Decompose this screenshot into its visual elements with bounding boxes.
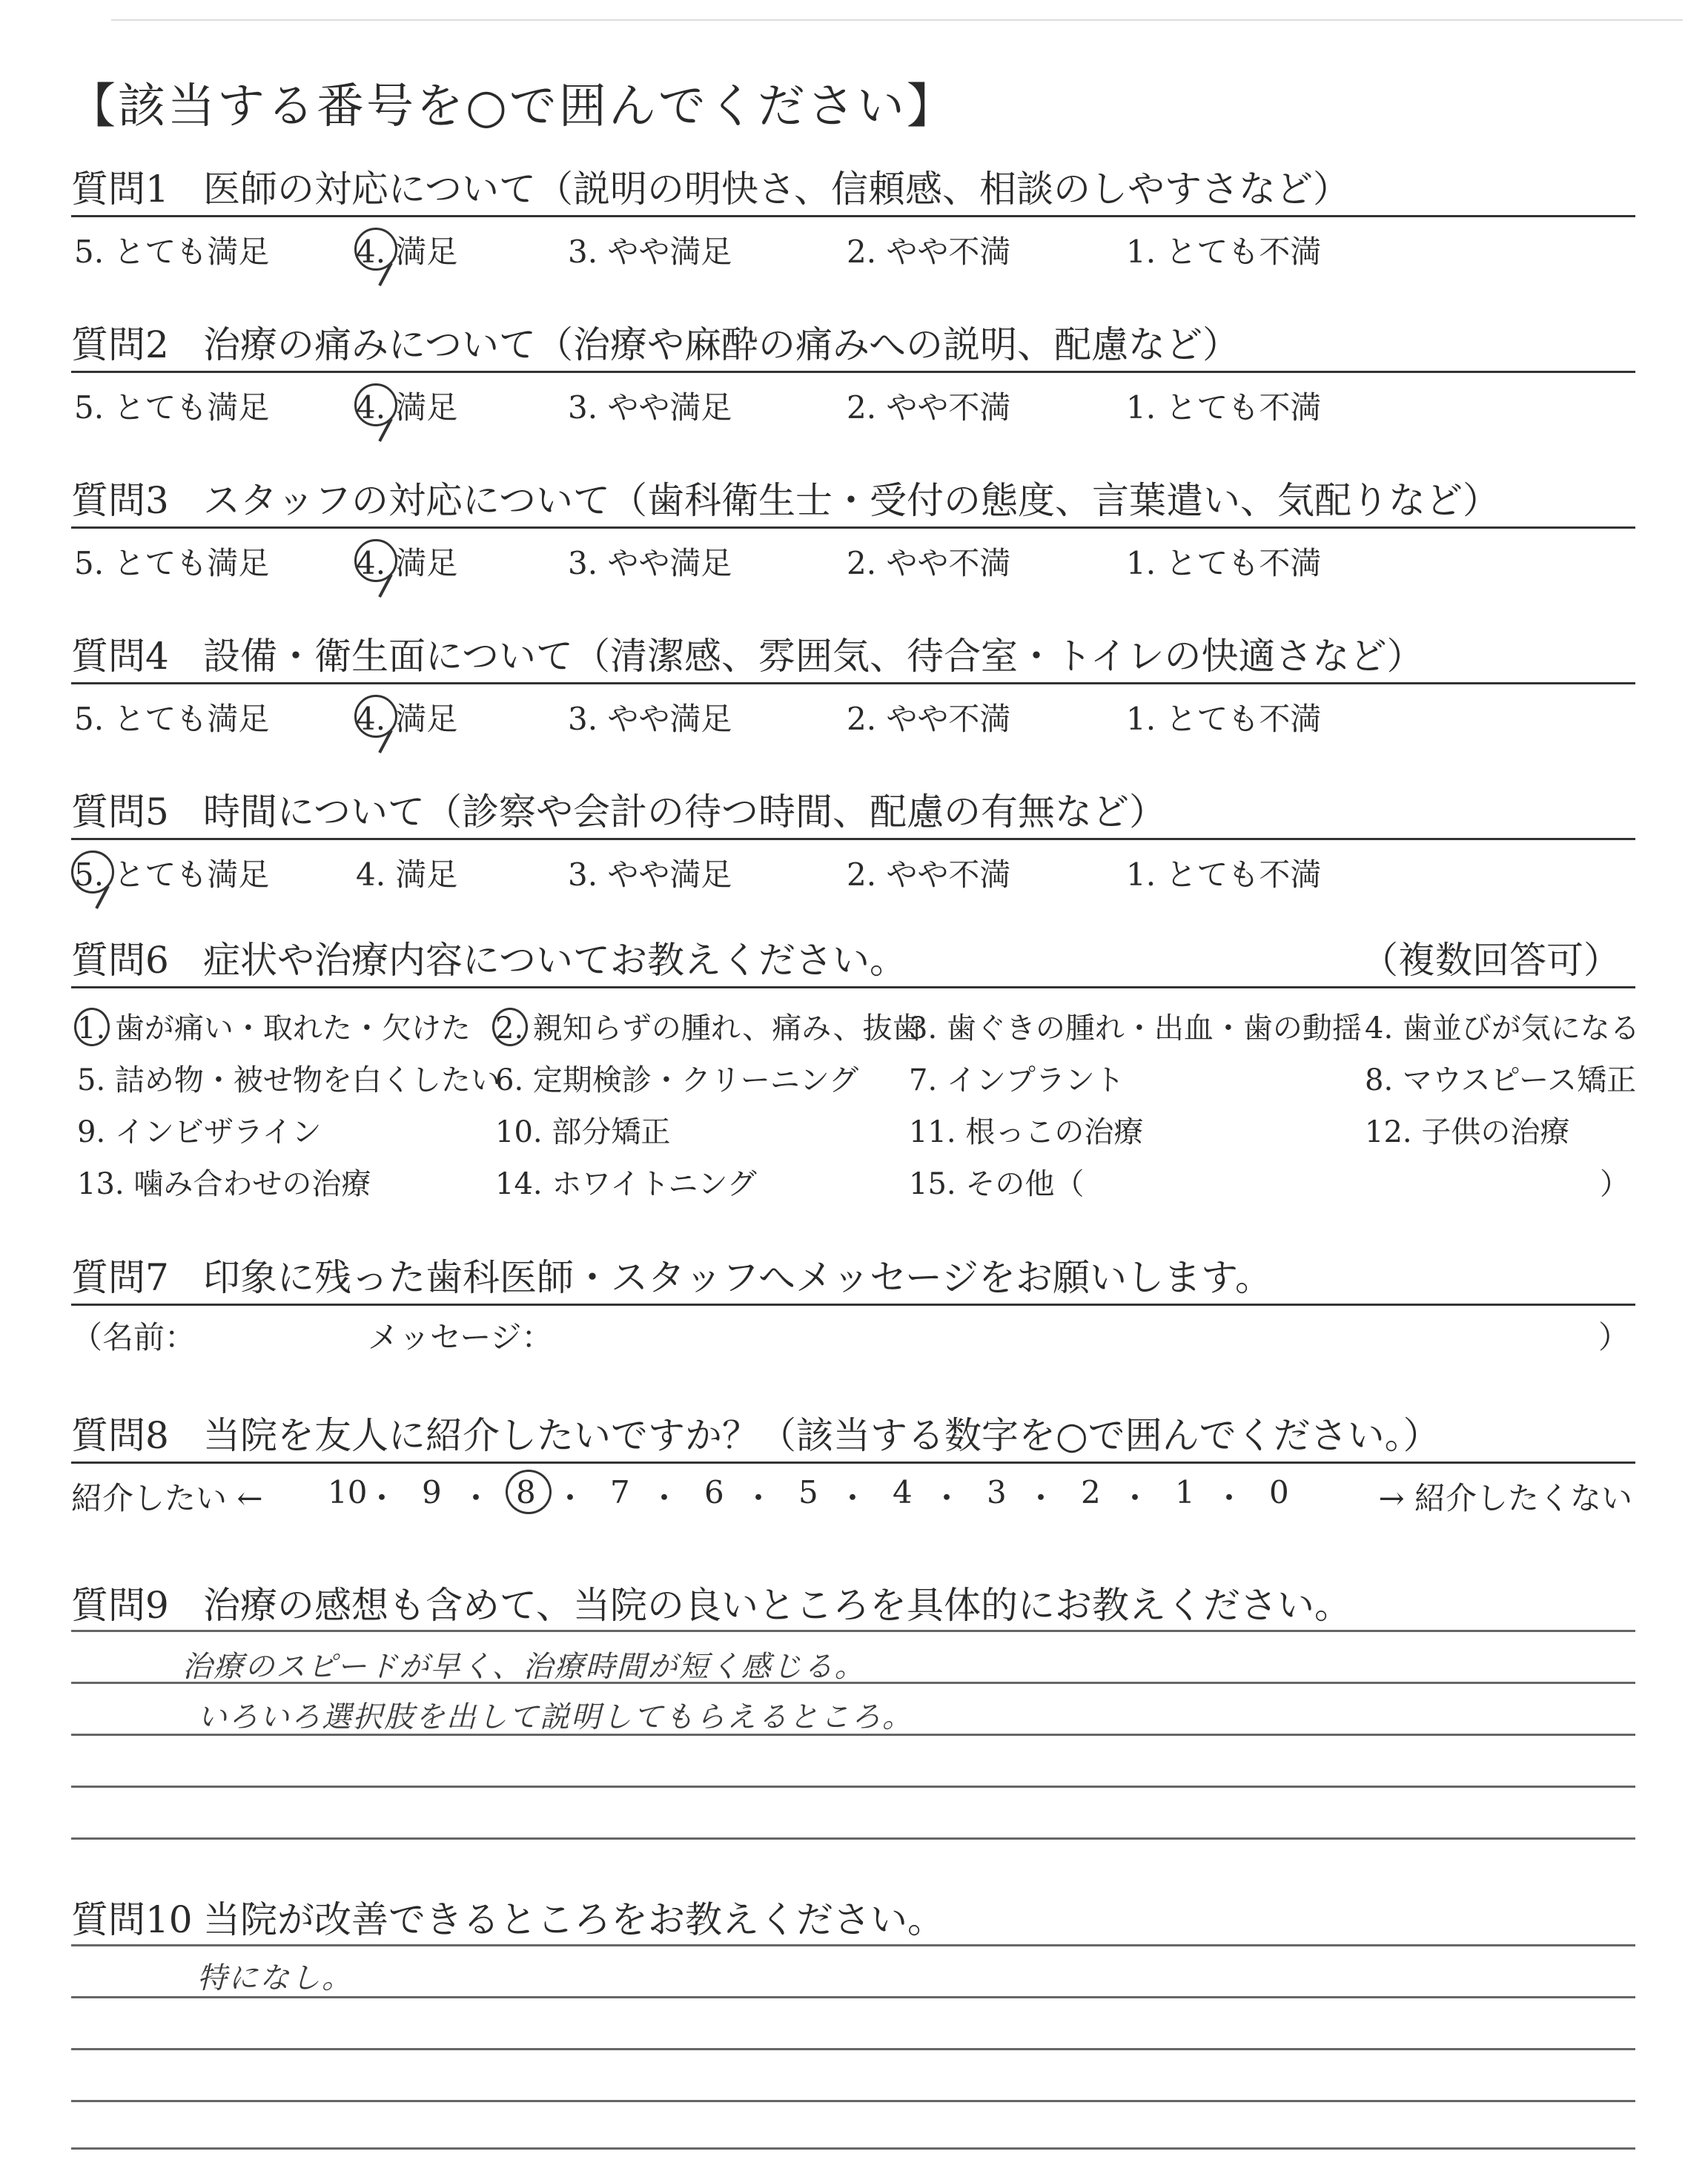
rating-option-4[interactable]: 4. 満足: [356, 545, 458, 581]
scale-separator: ・: [931, 1480, 963, 1516]
handwritten-answer: 特になし。: [197, 1961, 353, 1995]
scale-separator: ・: [1025, 1480, 1057, 1516]
question-8: [71, 1411, 1635, 1516]
scale-separator: ・: [1214, 1480, 1245, 1516]
question-9: [71, 1581, 1635, 1863]
scale-number[interactable]: 10: [328, 1474, 368, 1510]
symptom-item[interactable]: 1. 歯が痛い・取れた・欠けた: [77, 1011, 471, 1046]
question-number: 質問6: [71, 939, 169, 982]
question-4: [71, 632, 1635, 744]
scale-number[interactable]: 9: [422, 1474, 442, 1510]
rating-option-4[interactable]: 4. 満足: [356, 856, 458, 893]
rating-options: [71, 373, 1635, 432]
handwritten-answer: 治療のスピードが早く、治療時間が短く感じる。: [182, 1650, 866, 1684]
question-6: [71, 936, 1640, 1203]
scale-number[interactable]: 8: [516, 1474, 536, 1510]
symptom-item[interactable]: 15. その他（: [909, 1167, 1085, 1201]
scale-separator: ・: [366, 1480, 398, 1516]
question-title: 治療の痛みについて（治療や麻酔の痛みへの説明、配慮など）: [203, 323, 1239, 366]
symptom-item[interactable]: 4. 歯並びが気になる: [1365, 1011, 1640, 1046]
rating-option-2[interactable]: 2. やや不満: [847, 389, 1011, 426]
name-label: （名前：: [71, 1319, 196, 1355]
rating-option-4[interactable]: 4. 満足: [356, 234, 458, 270]
question-5: [71, 787, 1635, 899]
question-title: 当院が改善できるところをお教えください。: [203, 1898, 944, 1941]
message-line[interactable]: [71, 1306, 1635, 1355]
rating-options: [71, 840, 1635, 899]
question-2: [71, 320, 1635, 432]
writing-line: [71, 1944, 1635, 1946]
rating-option-4[interactable]: 4. 満足: [356, 701, 458, 737]
question-number: 質問8: [71, 1414, 169, 1457]
rating-option-2[interactable]: 2. やや不満: [847, 701, 1011, 737]
rating-option-5[interactable]: 5. とても満足: [74, 389, 270, 426]
scale-separator: ・: [460, 1480, 492, 1516]
rating-option-3[interactable]: 3. やや満足: [568, 234, 732, 270]
rating-option-4[interactable]: 4. 満足: [356, 389, 458, 426]
scale-number[interactable]: 6: [704, 1474, 724, 1510]
rating-option-1[interactable]: 1. とても不満: [1126, 545, 1322, 581]
question-10: [71, 1895, 1635, 2155]
rating-option-3[interactable]: 3. やや満足: [568, 856, 732, 893]
question-3: [71, 476, 1635, 588]
question-number: 質問3: [71, 479, 169, 522]
question-1: [71, 165, 1635, 277]
scale-number[interactable]: 1: [1175, 1474, 1195, 1510]
rating-option-5[interactable]: 5. とても満足: [74, 856, 270, 893]
scale-separator: ・: [649, 1480, 681, 1516]
symptom-item[interactable]: 8. マウスピース矯正: [1365, 1063, 1637, 1097]
writing-line: [71, 1630, 1635, 1632]
symptom-item[interactable]: 2. 親知らずの腫れ、痛み、抜歯: [495, 1011, 922, 1046]
rating-options: [71, 217, 1635, 277]
question-number: 質問10: [71, 1898, 193, 1941]
scale-separator: ・: [837, 1480, 869, 1516]
rating-options: [71, 684, 1635, 744]
multiple-answer-note: （複数回答可）: [1361, 939, 1621, 982]
question-title: 治療の感想も含めて、当院の良いところを具体的にお教えください。: [203, 1584, 1351, 1627]
question-number: 質問7: [71, 1256, 169, 1299]
rating-option-1[interactable]: 1. とても不満: [1126, 234, 1322, 270]
symptom-item[interactable]: 13. 噛み合わせの治療: [77, 1167, 371, 1201]
page-heading: 【該当する番号を○で囲んでください】: [68, 79, 956, 134]
scale-number[interactable]: 0: [1269, 1474, 1289, 1510]
rating-option-3[interactable]: 3. やや満足: [568, 389, 732, 426]
question-title: 医師の対応について（説明の明快さ、信頼感、相談のしやすさなど）: [203, 168, 1350, 211]
question-title: 症状や治療内容についてお教えください。: [203, 939, 907, 982]
symptom-item[interactable]: 10. 部分矯正: [495, 1115, 671, 1149]
rating-option-2[interactable]: 2. やや不満: [847, 234, 1011, 270]
scale-number[interactable]: 7: [610, 1474, 630, 1510]
rating-option-2[interactable]: 2. やや不満: [847, 545, 1011, 581]
writing-line: [71, 2048, 1635, 2050]
scale-number[interactable]: 4: [893, 1474, 913, 1510]
rating-option-3[interactable]: 3. やや満足: [568, 701, 732, 737]
top-rule: [111, 19, 1683, 21]
question-number: 質問2: [71, 323, 169, 366]
symptom-grid: [71, 988, 1640, 1203]
scale-left-label: 紹介したい ←: [71, 1480, 263, 1516]
question-number: 質問1: [71, 168, 169, 211]
question-title: スタッフの対応について（歯科衛生士・受付の態度、言葉遣い、気配りなど）: [203, 479, 1500, 522]
question-number: 質問5: [71, 790, 169, 833]
question-title: 印象に残った歯科医師・スタッフへメッセージをお願いします。: [203, 1256, 1272, 1299]
rating-option-1[interactable]: 1. とても不満: [1126, 856, 1322, 893]
handwritten-answer: いろいろ選択肢を出して説明してもらえるところ。: [197, 1700, 913, 1734]
writing-line: [71, 1837, 1635, 1840]
question-title: 当院を友人に紹介したいですか？（該当する数字を○で囲んでください。）: [203, 1414, 1440, 1457]
rating-options: [71, 529, 1635, 588]
symptom-item[interactable]: 6. 定期検診・クリーニング: [495, 1063, 859, 1097]
symptom-item[interactable]: 5. 詰め物・被せ物を白くしたい: [77, 1063, 500, 1097]
symptom-item[interactable]: 9. インビザライン: [77, 1115, 322, 1149]
scale-separator: ・: [743, 1480, 775, 1516]
rating-option-3[interactable]: 3. やや満足: [568, 545, 732, 581]
scale-number[interactable]: 3: [987, 1474, 1007, 1510]
other-close-paren: ）: [1600, 1167, 1629, 1201]
scale-number[interactable]: 5: [798, 1474, 818, 1510]
question-number: 質問4: [71, 635, 169, 678]
question-number: 質問9: [71, 1584, 169, 1627]
symptom-item[interactable]: 12. 子供の治療: [1365, 1115, 1570, 1149]
writing-line: [71, 2100, 1635, 2102]
scale-number[interactable]: 2: [1081, 1474, 1101, 1510]
rating-option-5[interactable]: 5. とても満足: [74, 234, 270, 270]
question-title: 時間について（診察や会計の待つ時間、配慮の有無など）: [203, 790, 1166, 833]
symptom-item[interactable]: 3. 歯ぐきの腫れ・出血・歯の動揺: [909, 1011, 1362, 1046]
message-close-paren: ）: [1598, 1319, 1629, 1355]
symptom-item[interactable]: 11. 根っこの治療: [909, 1115, 1144, 1149]
rating-option-1[interactable]: 1. とても不満: [1126, 389, 1322, 426]
writing-line: [71, 2147, 1635, 2150]
scale-separator: ・: [555, 1480, 586, 1516]
symptom-item[interactable]: 7. インプラント: [909, 1063, 1125, 1097]
scale-right-label: → 紹介したくない: [1378, 1480, 1632, 1516]
question-title: 設備・衛生面について（清潔感、雰囲気、待合室・トイレの快適さなど）: [203, 635, 1424, 678]
rating-option-1[interactable]: 1. とても不満: [1126, 701, 1322, 737]
symptom-item[interactable]: 14. ホワイトニング: [495, 1167, 757, 1201]
scale-separator: ・: [1119, 1480, 1151, 1516]
rating-option-5[interactable]: 5. とても満足: [74, 545, 270, 581]
rating-option-2[interactable]: 2. やや不満: [847, 856, 1011, 893]
writing-line: [71, 1786, 1635, 1788]
message-label: メッセージ：: [368, 1319, 553, 1355]
referral-scale: [71, 1464, 1635, 1516]
question-7: [71, 1253, 1635, 1355]
rating-option-5[interactable]: 5. とても満足: [74, 701, 270, 737]
